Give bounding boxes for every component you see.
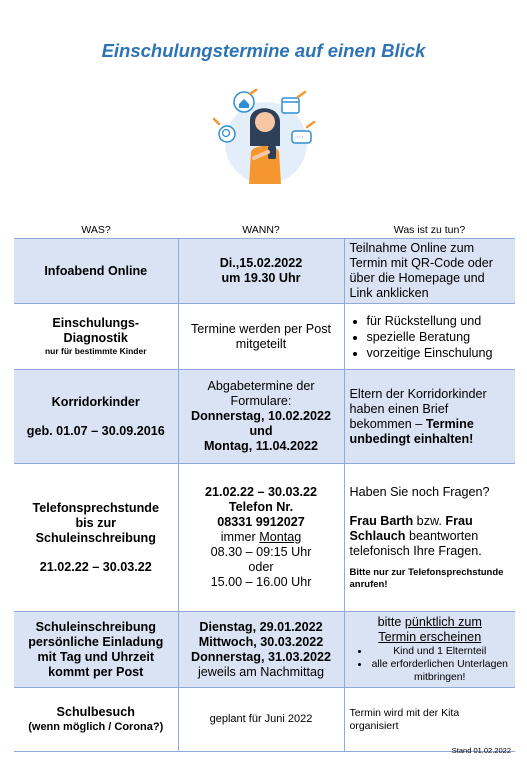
telefon-was [14,464,178,612]
contact-rest: beantworten telefonisch Ihre Fragen. [349,528,482,558]
einschreibung-tun-1 [350,615,511,630]
diagnostik-was [14,304,178,370]
telefon-question: Haben Sie noch Fragen? [349,484,490,499]
einschreibung-was-3: mit Tag und Uhrzeit [37,649,155,664]
korridor-date-2: Montag, 11.04.2022 [203,439,319,453]
infoabend-tun: Teilnahme Online zum Termin mit QR-Code oder über die Homepage und Link anklicken [344,239,515,304]
telefon-was-4: 21.02.22 – 30.03.22 [39,559,152,574]
telefon-time-1: 08.30 – 09:15 Uhr [210,545,312,559]
schulbesuch-note: (wenn möglich / Corona?) [28,720,164,733]
row-korridor [14,370,515,464]
svg-text:···: ··· [296,133,304,142]
col-header-tun: Was ist zu tun? [344,224,515,239]
telefon-label: Telefon Nr. [228,500,294,514]
telefon-was-2: bis zur [75,515,117,530]
schedule-table [14,224,515,752]
list-item: • Kind und 1 Elternteil [370,645,511,658]
woman-with-phone-illustration-icon [210,88,322,186]
infoabend-date: Di.,15.02.2022 [219,256,303,270]
einschreibung-tun-u1: pünktlich zum [404,615,482,629]
schulbesuch-wann: geplant für Juni 2022 [178,688,344,752]
infoabend-wann [178,239,344,304]
einschreibung-note: jeweils am Nachmittag [198,664,324,679]
telefon-wann [178,464,344,612]
korridor-tun-bold: Termine unbedingt einhalten! [349,416,474,446]
einschreibung-tun-pre: bitte [377,615,405,629]
schulbesuch-was [14,688,178,752]
korridor-wann [178,370,344,464]
korridor-tun-text: Eltern der Korridorkinder haben einen Brief bekommen – [349,386,487,431]
telefon-was-3: Schuleinschreibung [35,530,156,545]
row-einschreibung [14,612,515,688]
einschreibung-was [14,612,178,688]
contact-conj: bzw. [413,513,446,528]
diagnostik-note: nur für bestimmte Kinder [44,346,147,356]
stand-date: Stand 01.02.2022 [451,746,511,755]
schulbesuch-tun: Termin wird mit der Kita organisiert [344,688,515,752]
row-schulbesuch [14,688,515,752]
korridor-was [14,370,178,464]
einschreibung-was-4: kommt per Post [48,664,144,679]
telefon-or: oder [248,560,274,574]
telefon-day [184,530,339,545]
col-header-wann: WANN? [178,224,344,239]
korridor-title: Korridorkinder [51,394,140,409]
contact-barth: Frau Barth [349,513,414,528]
einschreibung-was-1: Schuleinschreibung [35,619,156,634]
korridor-wann-1: Abgabetermine der [207,379,315,393]
korridor-date-1: Donnerstag, 10.02.2022 [190,409,331,423]
einschreibung-date-1: Dienstag, 29.01.2022 [199,619,323,634]
diagnostik-tun [344,304,515,370]
einschreibung-list [350,645,511,684]
telefon-number: 08331 9912027 [217,515,305,529]
telefon-period: 21.02.22 – 30.03.22 [204,485,318,499]
telefon-time-2: 15.00 – 16.00 Uhr [210,575,312,589]
telefon-contacts [350,514,511,559]
einschreibung-tun [344,612,515,688]
row-telefon [14,464,515,612]
list-item: • für Rückstellung und [367,313,511,329]
telefon-day-monday: Montag [259,530,302,544]
telefon-tun [344,464,515,612]
list-item: • spezielle Beratung [367,329,511,345]
einschreibung-date-3: Donnerstag, 31.03.2022 [190,649,331,664]
korridor-tun [344,370,515,464]
contact-schlauch: Frau Schlauch [349,513,473,543]
row-infoabend [14,239,515,304]
infoabend-was: Infoabend Online [14,239,178,304]
korridor-birthdates: geb. 01.07 – 30.09.2016 [26,423,165,438]
schulbesuch-title: Schulbesuch [56,704,135,719]
list-item: • vorzeitige Einschulung [367,345,511,361]
diagnostik-title-2: Diagnostik [63,331,128,345]
telefon-day-pre: immer [220,530,260,544]
col-header-was: WAS? [14,224,178,239]
telefon-was-1: Telefonsprechstunde [32,500,159,515]
list-item: • alle erforderlichen Unterlagen mitbringen! [370,658,511,684]
diagnostik-list [350,313,511,361]
einschreibung-date-2: Mittwoch, 30.03.2022 [198,634,324,649]
infoabend-time: um 19.30 Uhr [221,271,301,285]
row-diagnostik [14,304,515,370]
header-row [14,224,515,239]
korridor-wann-2: Formulare: [230,394,292,408]
einschreibung-was-2: persönliche Einladung [28,634,164,649]
korridor-and: und [249,424,273,438]
einschreibung-wann [178,612,344,688]
diagnostik-title-1: Einschulungs- [52,316,140,330]
diagnostik-wann: Termine werden per Post mitgeteilt [178,304,344,370]
telefon-note: Bitte nur zur Telefonsprechstunde anrufen! [349,566,504,590]
einschreibung-tun-u2: Termin erscheinen [378,630,482,644]
page-title: Einschulungstermine auf einen Blick [101,40,426,61]
